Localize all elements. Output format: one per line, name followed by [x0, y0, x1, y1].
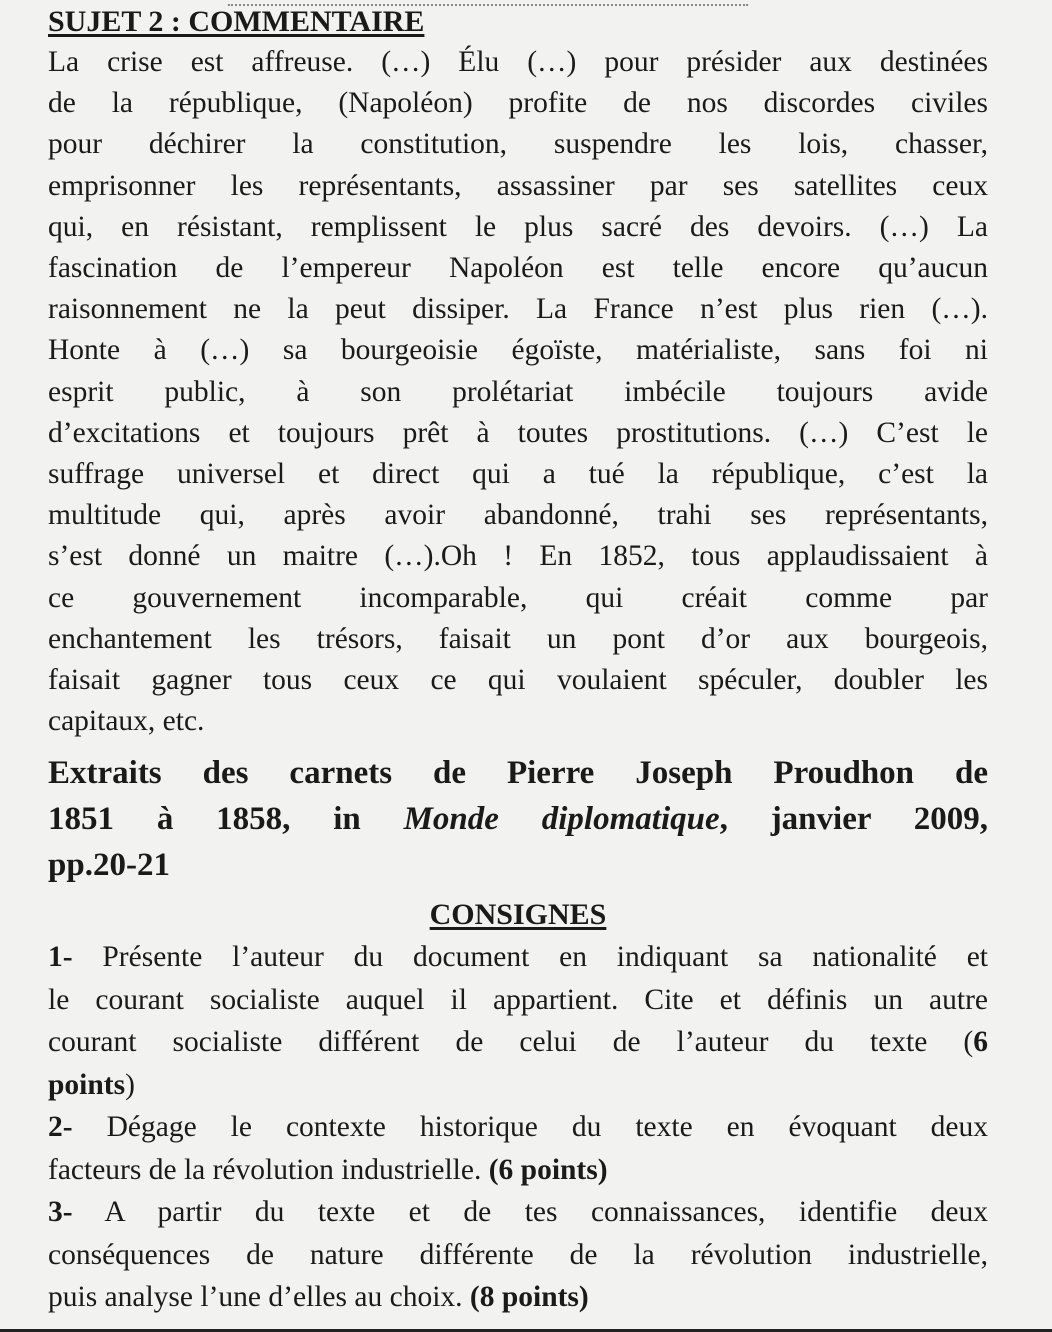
consigne-line: [48, 936, 988, 979]
source-line: Extraits des carnets de Pierre Joseph Proudhon de: [48, 755, 988, 792]
consigne-line: [48, 1064, 988, 1107]
text-line: de la république, (Napoléon) profite de nos discordes civiles: [48, 87, 988, 120]
document-page: [48, 2, 988, 1319]
consigne-3: [48, 1191, 988, 1319]
points-value: 6: [973, 1026, 988, 1059]
text-line: faisait gagner tous ceux ce qui voulaient spéculer, doubler les: [48, 664, 988, 697]
source-text: 1851 à 1858, in: [48, 801, 404, 838]
points-label: points: [48, 1068, 126, 1101]
consignes-title: CONSIGNES: [429, 898, 607, 932]
source-text: , janvier 2009,: [719, 801, 988, 838]
text-line: raisonnement ne la peut dissiper. La France n’est plus rien (…).: [48, 293, 988, 326]
text-line: fascination de l’empereur Napoléon est telle encore qu’aucun: [48, 252, 988, 285]
text-line: La crise est affreuse. (…) Élu (…) pour présider aux destinées: [48, 46, 988, 78]
consigne-number: 1-: [48, 941, 73, 974]
text-line: enchantement les trésors, faisait un pont d’or aux bourgeois,: [48, 622, 988, 655]
consigne-line: le courant socialiste auquel il appartient. Cite et définis un autre: [48, 983, 988, 1016]
text-line: s’est donné un maitre (…).Oh ! En 1852, tous applaudissaient à: [48, 540, 988, 573]
consigne-text: facteurs de la révolution industrielle.: [48, 1153, 489, 1186]
cut-edge: [228, 0, 748, 6]
text-line: multitude qui, après avoir abandonné, trahi ses représentants,: [48, 499, 988, 532]
text-line: emprisonner les représentants, assassiner par ses satellites ceux: [48, 169, 988, 202]
consigne-number: 3-: [48, 1196, 73, 1229]
consigne-line: [48, 1276, 988, 1319]
text-line: capitaux, etc.: [48, 705, 205, 738]
points-badge: (8 points): [469, 1281, 589, 1314]
commentary-text: [48, 42, 988, 742]
subject-title: SUJET 2 : COMMENTAIRE: [48, 5, 425, 38]
consigne-text: courant socialiste différent de celui de l’auteur du texte (: [48, 1026, 974, 1059]
consigne-text: A partir du texte et de tes connaissances, identifie deux: [72, 1196, 988, 1229]
consigne-line: [48, 1191, 988, 1234]
consigne-number: 2-: [48, 1111, 73, 1144]
consigne-line: [48, 1106, 988, 1149]
consigne-text: Présente l’auteur du document en indiquant sa nationalité et: [72, 941, 988, 974]
text-line: pour déchirer la constitution, suspendre les lois, chasser,: [48, 128, 988, 161]
source-line: [48, 796, 988, 842]
points-badge: (6 points): [488, 1153, 608, 1186]
consigne-text: ): [125, 1068, 135, 1101]
consigne-text: Dégage le contexte historique du texte en évoquant deux: [72, 1111, 988, 1144]
consigne-1: [48, 936, 988, 1106]
source-pages: pp.20-21: [48, 847, 170, 884]
consigne-line: conséquences de nature différente de la révolution industrielle,: [48, 1238, 988, 1271]
consigne-text: puis analyse l’une d’elles au choix.: [48, 1281, 470, 1314]
consigne-line: [48, 1021, 988, 1064]
text-line: Honte à (…) sa bourgeoisie égoïste, matérialiste, sans foi ni: [48, 334, 988, 367]
text-line: suffrage universel et direct qui a tué la république, c’est la: [48, 458, 988, 491]
journal-title: Monde diplomatique: [403, 801, 720, 838]
text-line: d’excitations et toujours prêt à toutes prostitutions. (…) C’est le: [48, 416, 988, 449]
text-line: esprit public, à son prolétariat imbécile toujours avide: [48, 375, 988, 408]
text-line: ce gouvernement incomparable, qui créait comme par: [48, 581, 988, 614]
text-line: qui, en résistant, remplissent le plus sacré des devoirs. (…) La: [48, 210, 988, 243]
consigne-2: [48, 1106, 988, 1191]
consigne-line: [48, 1149, 988, 1192]
source-citation: [48, 750, 988, 888]
